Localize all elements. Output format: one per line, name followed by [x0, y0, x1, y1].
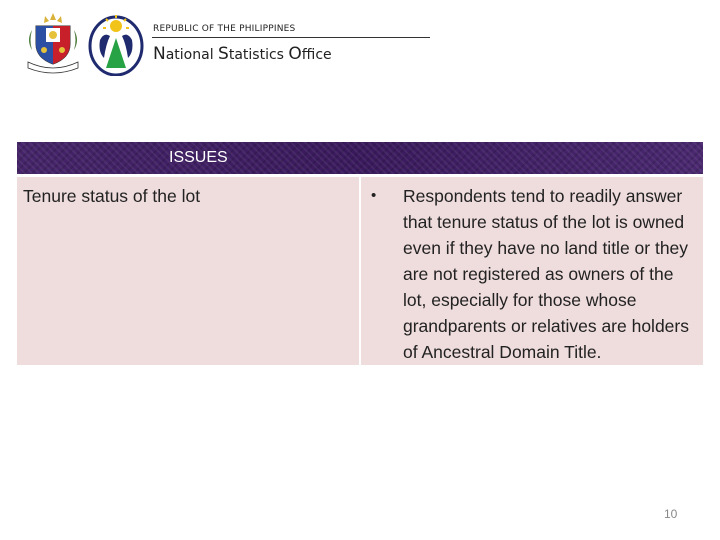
- philippine-seal-icon: [22, 10, 84, 76]
- table-row: [17, 176, 703, 366]
- topic-text: Tenure status of the lot: [23, 186, 201, 206]
- bullet-marker: •: [371, 187, 377, 204]
- page-number: 10: [664, 507, 678, 521]
- issue-cell: [360, 176, 703, 366]
- office-initial-o: O: [288, 44, 302, 64]
- office-word-n: ational: [165, 47, 219, 63]
- issues-header-label: ISSUES: [169, 149, 228, 166]
- topic-cell: [17, 176, 360, 366]
- office-name: [153, 44, 332, 64]
- office-initial-s: S: [218, 44, 229, 64]
- nso-logo-icon: [88, 12, 144, 76]
- issues-header-cell: [17, 142, 703, 176]
- office-word-s: tatistics: [228, 47, 289, 63]
- issues-table: [17, 142, 703, 365]
- header-rule: [152, 37, 430, 38]
- office-initial-n: N: [153, 44, 166, 64]
- republic-line: REPUBLIC OF THE PHILIPPINES: [153, 24, 296, 34]
- issue-text: Respondents tend to readily answer that tenure status of the lot is owned even if they have no land title or they are not registered as owners of the lot, especially for those whose grandparents or relatives are holders of Ancestral Domain Title.: [403, 186, 689, 362]
- office-word-o: ffice: [301, 47, 332, 63]
